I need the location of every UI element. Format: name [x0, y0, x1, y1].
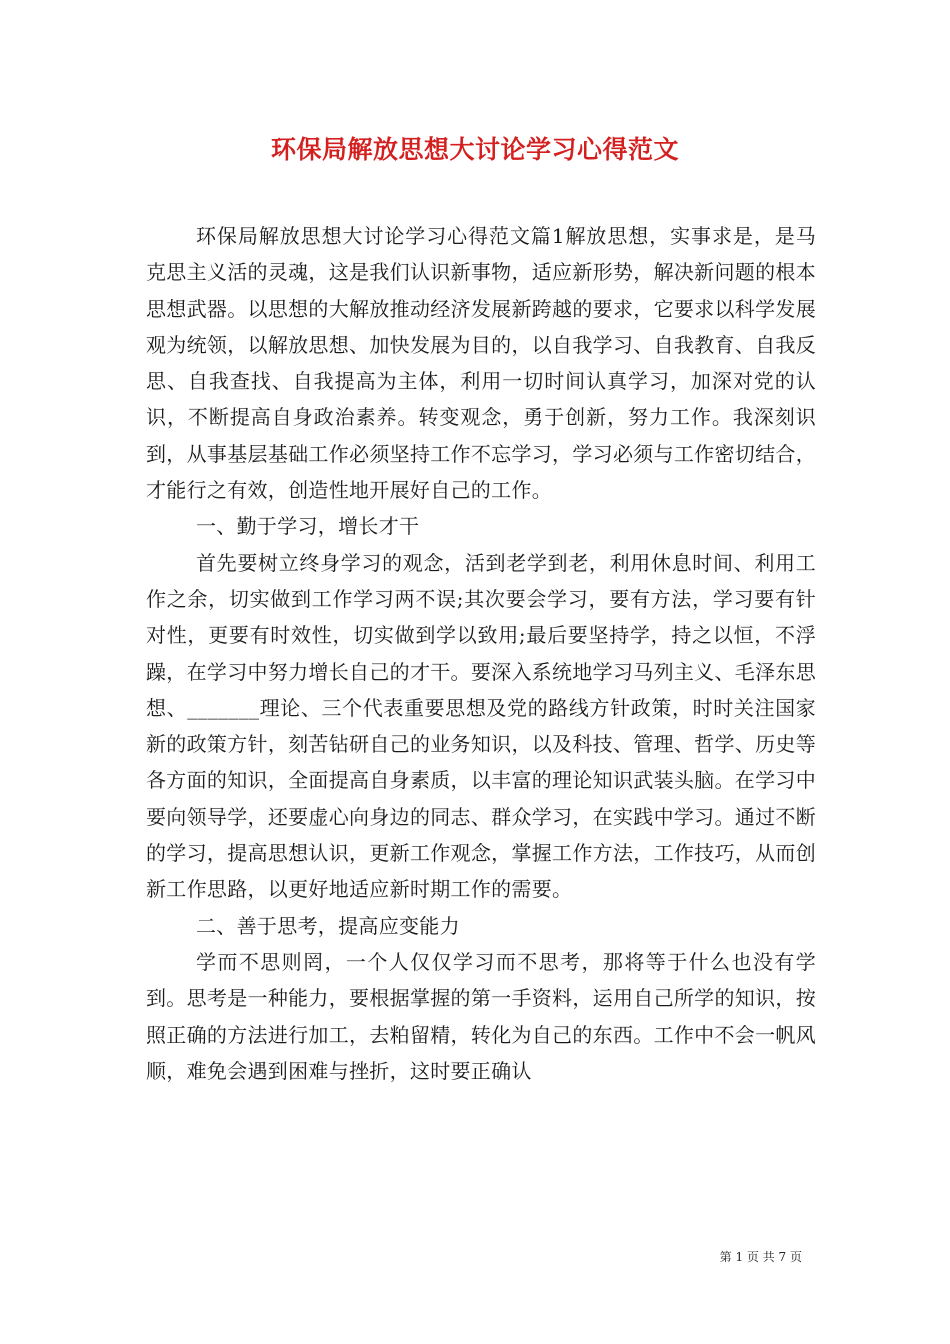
- section-heading-2: 二、善于思考，提高应变能力: [196, 913, 460, 938]
- paragraph-intro: 环保局解放思想大讨论学习心得范文篇1解放思想，实事求是，是马克思主义活的灵魂，这是我们认识新事物，适应新形势，解决新问题的根本思想武器。以思想的大解放推动经济发展新跨越的要求，它要求以科学发展观为统领，以解放思想、加快发展为目的，以自我学习、自我教育、自我反思、自我查找、自我提高为主体，利用一切时间认真学习，加深对党的认识，不断提高自身政治素养。转变观念，勇于创新，努力工作。我深刻识到，从事基层基础工作必须坚持工作不忘学习，学习必须与工作密切结合，才能行之有效，创造性地开展好自己的工作。: [146, 224, 816, 503]
- paragraph-section-2: 学而不思则罔，一个人仅仅学习而不思考，那将等于什么也没有学到。思考是一种能力，要根据掌握的第一手资料，运用自己所学的知识，按照正确的方法进行加工，去粕留精，转化为自己的东西。工作中不会一帆风顺，难免会遇到困难与挫折，这时要正确认: [146, 949, 816, 1083]
- page-number: 第 1 页 共 7 页: [719, 1250, 802, 1264]
- document-title: 环保局解放思想大讨论学习心得范文: [270, 135, 679, 164]
- paragraph-section-1: 首先要树立终身学习的观念，活到老学到老，利用休息时间、利用工作之余，切实做到工作学习两不误;其次要会学习，要有方法，学习要有针对性，更要有时效性，切实做到学以致用;最后要坚持学，持之以恒，不浮躁，在学习中努力增长自己的才干。要深入系统地学习马列主义、毛泽东思想、_______理论、三个代表重要思想及党的路线方针政策，时时关注国家新的政策方针，刻苦钻研自己的业务知识，以及科技、管理、哲学、历史等各方面的知识，全面提高自身素质，以丰富的理论知识武装头脑。在学习中要向领导学，还要虚心向身边的同志、群众学习，在实践中学习。通过不断的学习，提高思想认识，更新工作观念，掌握工作方法，工作技巧，从而创新工作思路，以更好地适应新时期工作的需要。: [146, 550, 816, 902]
- section-heading-1: 一、勤于学习，增长才干: [196, 514, 420, 539]
- document-body: [146, 218, 816, 1089]
